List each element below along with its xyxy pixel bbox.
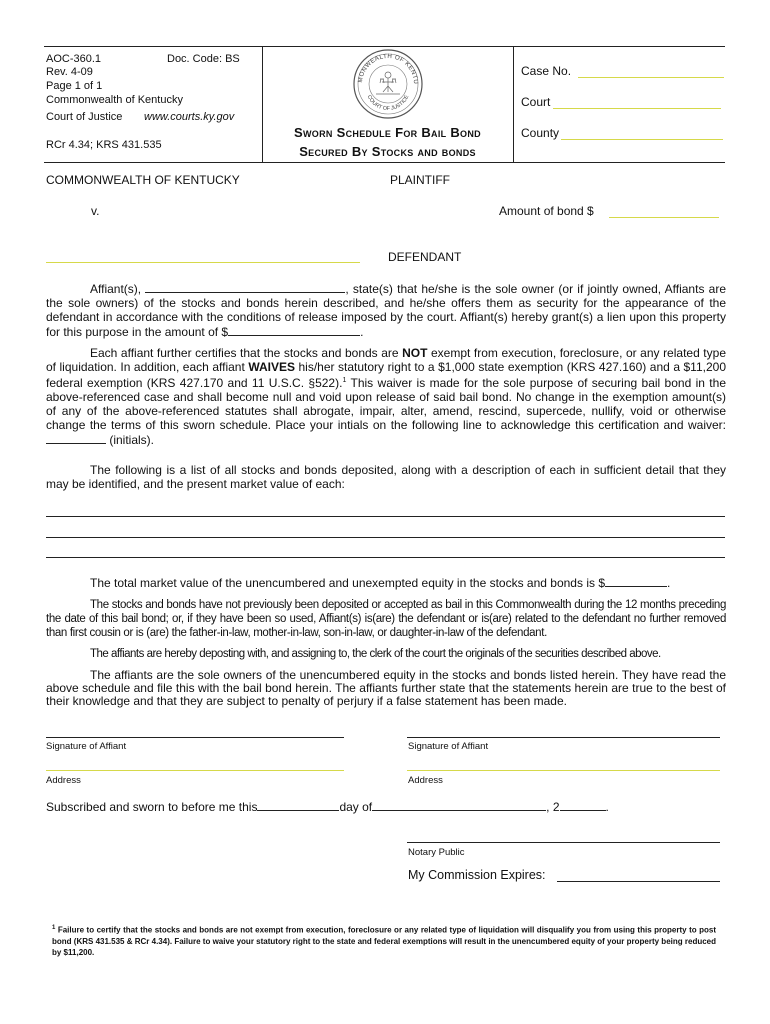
p7-text: The affiants are the sole owners of the unencumbered equity in the stocks and bonds listed herein. They have read the above schedule and file this with the bail bond herein. The affiants further state that the statements herein are true to the best of their knowledge and that they are subject to penalty of perjury if a false statement has been made. bbox=[46, 668, 726, 708]
county-field[interactable] bbox=[561, 139, 723, 140]
rules-citation: RCr 4.34; KRS 431.535 bbox=[46, 139, 162, 151]
p2-part-e: (initials). bbox=[109, 433, 155, 447]
paragraph-list-intro bbox=[46, 463, 726, 491]
securities-list-line-2[interactable] bbox=[46, 537, 725, 538]
case-no-field[interactable] bbox=[578, 77, 724, 78]
deposit-statement: The affiants are hereby deposting with, and assigning to, the clerk of the court the originals of the securities described above. bbox=[90, 648, 661, 660]
sworn-year-field[interactable] bbox=[560, 799, 606, 811]
seal-bottom-text: COURT OF JUSTICE bbox=[365, 94, 411, 113]
address-line-right[interactable] bbox=[407, 770, 720, 771]
header-top-rule bbox=[44, 46, 725, 47]
sworn-day-field[interactable] bbox=[257, 799, 339, 811]
p5-text: The stocks and bonds have not previously been deposited or accepted as bail in this Commonwealth during the 12 months preceding the date of this bail bond; or, if they have been so used, Affiant(s) is(are) the defendant or is(are) related to the defendant no further removed than first cousin or is (are) the father-in-law, mother-in-law, son-in-law, or daughter-in-law of the defendant. bbox=[46, 599, 726, 639]
form-title-line-1: Sworn Schedule For Bail Bond bbox=[294, 125, 481, 140]
commonwealth-label: Commonwealth of Kentucky bbox=[46, 94, 183, 106]
versus-label: v. bbox=[91, 204, 100, 218]
sworn-month-field[interactable] bbox=[372, 799, 546, 811]
subscribed-text-c: , 2 bbox=[546, 800, 560, 814]
p1-start: Affiant(s), bbox=[90, 282, 142, 296]
defendant-name-field[interactable] bbox=[46, 262, 360, 263]
paragraph-ownership bbox=[46, 281, 726, 339]
footnote-mark: 1 bbox=[52, 925, 56, 931]
form-title bbox=[262, 123, 513, 161]
securities-list-line-1[interactable] bbox=[46, 516, 725, 517]
p1-end: . bbox=[360, 325, 364, 339]
p2-not: NOT bbox=[402, 346, 428, 360]
seal-outer-text: MONWEALTH OF KENTU bbox=[356, 52, 420, 85]
defendant-label: DEFENDANT bbox=[388, 250, 462, 264]
p2-part-a: Each affiant further certifies that the stocks and bonds are bbox=[90, 346, 403, 360]
case-no-label: Case No. bbox=[521, 64, 572, 78]
subscribed-line bbox=[46, 799, 609, 814]
header-bottom-rule bbox=[44, 162, 725, 163]
website-link[interactable]: www.courts.ky.gov bbox=[144, 111, 235, 123]
kentucky-court-seal-icon bbox=[352, 48, 424, 120]
paragraph-prior-use bbox=[46, 598, 726, 640]
revision: Rev. 4-09 bbox=[46, 66, 93, 78]
svg-text:COMMONWEALTH OF KENTUCKY bbox=[352, 48, 419, 85]
paragraph-waiver bbox=[46, 346, 726, 447]
p4-end: . bbox=[667, 576, 671, 590]
address-label-right: Address bbox=[408, 775, 443, 786]
form-id: AOC-360.1 bbox=[46, 53, 102, 65]
subscribed-text-d: . bbox=[605, 800, 609, 814]
p2-waives: WAIVES bbox=[248, 360, 295, 374]
court-label: Court bbox=[521, 95, 551, 109]
signature-label-right: Signature of Affiant bbox=[408, 741, 489, 752]
signature-line-right[interactable] bbox=[407, 737, 720, 738]
page-number: Page 1 of 1 bbox=[46, 80, 103, 92]
footnote-ref: 1 bbox=[342, 377, 347, 384]
notary-signature-line[interactable] bbox=[407, 842, 720, 843]
p3-text: The following is a list of all stocks and bonds deposited, along with a description of each in sufficient detail that they may be identified, and the present market value of each: bbox=[46, 463, 726, 491]
subscribed-text-b: day of bbox=[339, 800, 373, 814]
total-value-field[interactable] bbox=[605, 575, 667, 587]
bond-amount-field[interactable] bbox=[609, 217, 719, 218]
doc-code: Doc. Code: BS bbox=[167, 53, 240, 65]
subscribed-text-a: Subscribed and sworn to before me this bbox=[46, 800, 258, 814]
lien-amount-field[interactable] bbox=[228, 324, 360, 336]
footnote-text: Failure to certify that the stocks and bonds are not exempt from execution, foreclosure or any related type of liquidation will disqualify you from using this property to post bond (KRS 431.535 & RCr 4.34). Failure to waive your statutory right to the state and federal exemptions will result in the unencumbered equity of your property being reduced by $11,200. bbox=[52, 925, 716, 957]
form-title-line-2: Secured By Stocks and bonds bbox=[299, 144, 476, 159]
commission-expires-field[interactable] bbox=[557, 881, 720, 882]
court-field[interactable] bbox=[553, 108, 721, 109]
notary-label: Notary Public bbox=[408, 847, 465, 858]
commission-expires-label: My Commission Expires: bbox=[408, 868, 546, 882]
paragraph-affirmation bbox=[46, 669, 726, 708]
total-value-text bbox=[90, 575, 670, 590]
county-label: County bbox=[521, 126, 560, 140]
header-divider-right bbox=[513, 46, 514, 162]
signature-label-left: Signature of Affiant bbox=[46, 741, 127, 752]
p2-part-d: This waiver is made for the sole purpose of securing bail bond in the above-referenced case and shall become null and void upon release of said bail bond. No change in the exemption amount(s) of any of the above-referenced statutes shall abrogate, impair, alter, amend, rescind, supercede, nullify, void or otherwise change the terms of this sworn schedule. Place your intials on the following line to acknowledge this certification and waiver: bbox=[46, 376, 726, 432]
p2-part-c: his/her statutory right to a $1,000 state exemption (KRS 427.160) and a $11,200 federal exemption (KRS 427.170 and 11 U.S.C. §522). bbox=[46, 360, 726, 390]
p2-part-b: exempt from execution, foreclosure, or any related type of liquidation. In addition, each affiant bbox=[46, 346, 726, 374]
p1-middle: , state(s) that he/she is the sole owner (or if jointly owned, Affiants are the sole owners) of the stocks and bonds herein described, and he/she offers them as security for the appearance of the defendant in accordance with the conditions of release imposed by the court. Affiant(s) hereby grant(s) a lien upon this property for this purpose in the amount of $ bbox=[46, 282, 726, 339]
signature-line-left[interactable] bbox=[46, 737, 344, 738]
address-line-left[interactable] bbox=[46, 770, 344, 771]
footnote bbox=[52, 923, 716, 958]
plaintiff-party: COMMONWEALTH OF KENTUCKY bbox=[46, 173, 240, 187]
initials-field[interactable] bbox=[46, 432, 106, 444]
plaintiff-label: PLAINTIFF bbox=[390, 173, 451, 187]
p4-text: The total market value of the unencumbered and unexempted equity in the stocks and bonds is $ bbox=[90, 576, 605, 590]
bond-amount-label: Amount of bond $ bbox=[499, 204, 594, 218]
address-label-left: Address bbox=[46, 775, 81, 786]
affiant-names-field[interactable] bbox=[145, 281, 345, 293]
court-of-justice-label: Court of Justice bbox=[46, 111, 123, 123]
securities-list-line-3[interactable] bbox=[46, 557, 725, 558]
